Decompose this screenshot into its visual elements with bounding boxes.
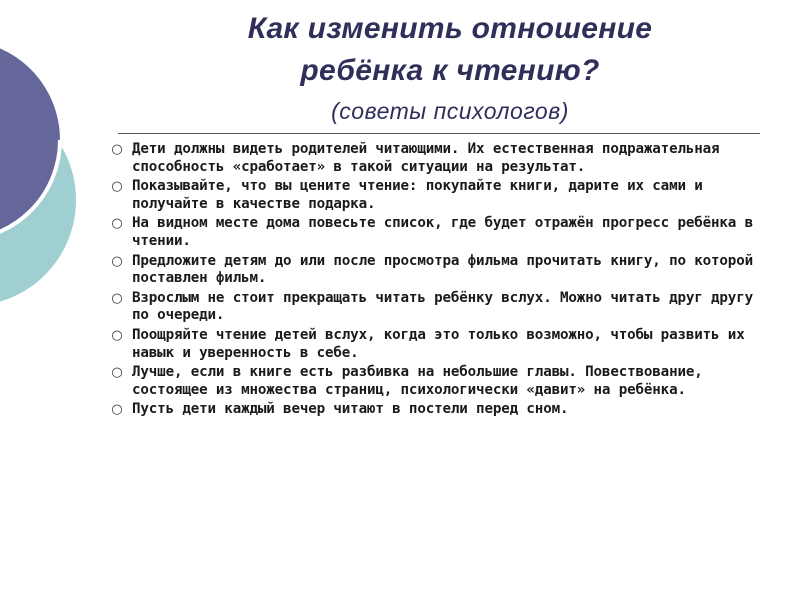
bullet-item — [108, 364, 758, 399]
slide-title-line-2: ребёнка к чтению? — [300, 54, 600, 87]
bullet-text: Лучше, если в книге есть разбивка на небольшие главы. Повествование, состоящее из множества страниц, психологически «давит» на ребёнка. — [132, 364, 703, 398]
bullet-item — [108, 327, 758, 362]
bullet-circle-icon: ○ — [111, 216, 123, 232]
slide-title-block — [150, 8, 750, 128]
bullet-circle-icon: ○ — [111, 290, 123, 306]
slide-title-line-1: Как изменить отношение — [247, 12, 653, 45]
bullet-text: Показывайте, что вы цените чтение: покупайте книги, дарите их сами и получайте в качестве подарка. — [132, 178, 703, 212]
bullet-text: На видном месте дома повесьте список, где будет отражён прогресс ребёнка в чтении. — [132, 215, 753, 249]
bullet-item — [108, 253, 758, 288]
bullet-text: Взрослым не стоит прекращать читать ребёнку вслух. Можно читать друг другу по очереди. — [132, 289, 753, 324]
bullet-circle-icon: ○ — [111, 179, 123, 195]
bullet-item — [108, 141, 758, 176]
bullet-circle-icon: ○ — [111, 365, 123, 381]
bullet-item — [108, 178, 758, 213]
decorative-circles — [0, 0, 110, 320]
bullet-text: Дети должны видеть родителей читающими. Их естественная подражательная способность «сработает» в такой ситуации на результат. — [132, 141, 720, 175]
bullet-list — [108, 141, 758, 421]
bullet-text: Предложите детям до или после просмотра фильма прочитать книгу, по которой поставлен фильм. — [132, 252, 753, 287]
bullet-text: Поощряйте чтение детей вслух, когда это только возможно, чтобы развить их навык и уверенность в себе. — [132, 326, 745, 361]
title-divider — [118, 133, 760, 134]
slide-subtitle: (советы психологов) — [331, 98, 569, 124]
bullet-circle-icon: ○ — [111, 253, 123, 269]
bullet-text: Пусть дети каждый вечер читают в постели перед сном. — [132, 401, 569, 418]
bullet-item — [108, 215, 758, 250]
bullet-circle-icon: ○ — [111, 327, 123, 343]
bullet-circle-icon: ○ — [111, 402, 123, 418]
bullet-item — [108, 290, 758, 325]
bullet-circle-icon: ○ — [111, 142, 123, 157]
bullet-item — [108, 401, 758, 419]
